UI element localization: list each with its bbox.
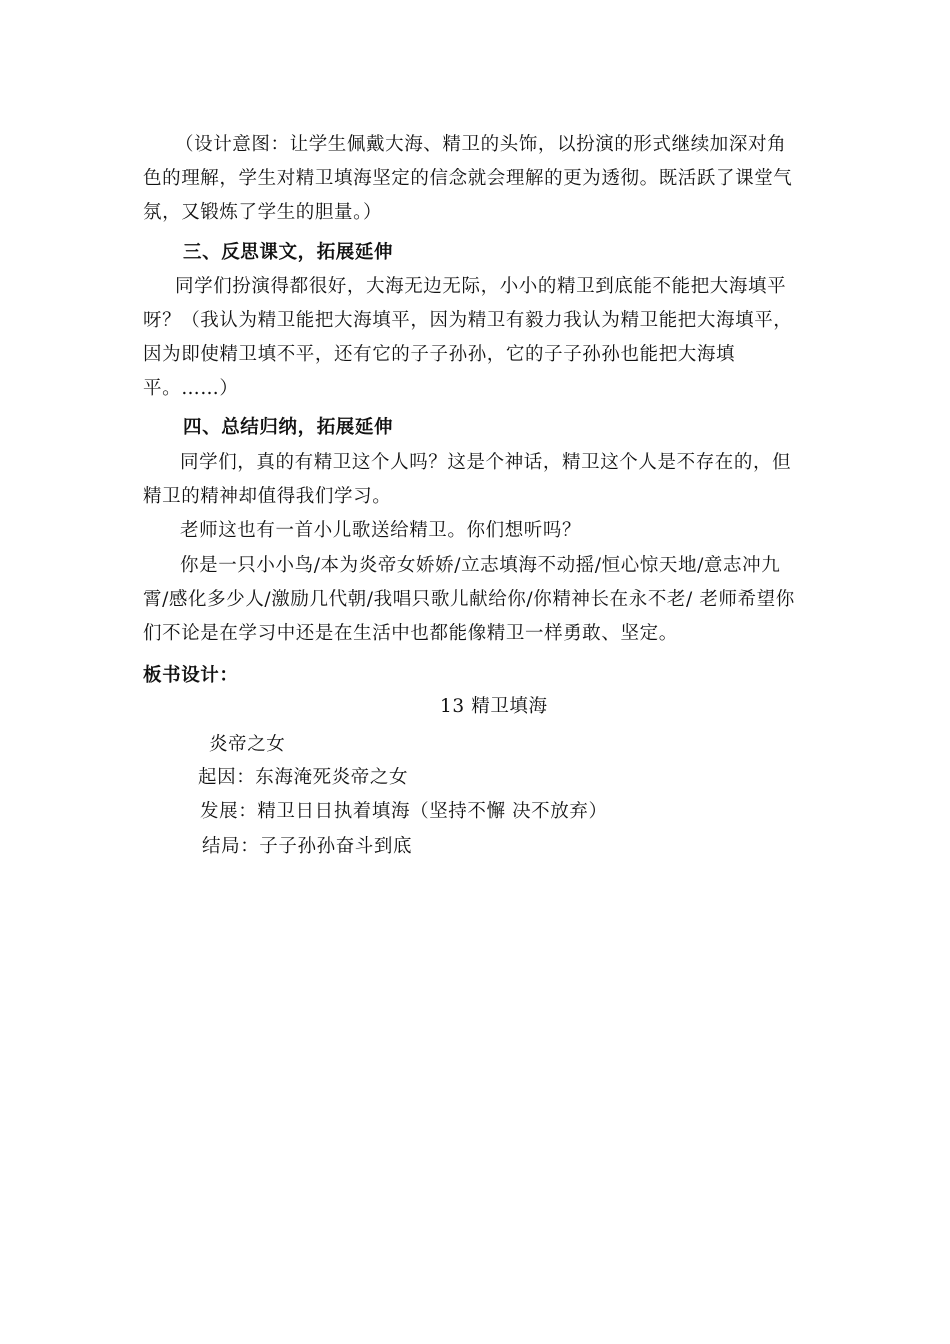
section-4-paragraph-2: 老师这也有一首小儿歌送给精卫。你们想听吗？ <box>180 520 582 541</box>
board-title: 13 精卫填海 <box>440 696 548 717</box>
design-intent-paragraph: （设计意图：让学生佩戴大海、精卫的头饰，以扮演的形式继续加深对角色的理解，学生对精卫填海坚定的信念就会理解的更为透彻。既活跃了课堂气氛，又锻炼了学生的胆量。） <box>143 134 793 223</box>
section-4-paragraph-3: 你是一只小小鸟/本为炎帝女娇娇/立志填海不动摇/恒心惊天地/意志冲九霄/感化多少人/激励几代朝/我唱只歌儿献给你/你精神长在永不老/ 老师希望你们不论是在学习中还是在生活中也都能像精卫一样勇敢、坚定。 <box>143 555 795 644</box>
section-3-heading: 三、反思课文，拓展延伸 <box>183 242 394 263</box>
section-4-heading: 四、总结归纳，拓展延伸 <box>183 417 394 438</box>
board-design-heading: 板书设计： <box>143 665 239 686</box>
section-3-paragraph: 同学们扮演得都很好，大海无边无际，小小的精卫到底能不能把大海填平呀？（我认为精卫能把大海填平，因为精卫有毅力我认为精卫能把大海填平，因为即使精卫填不平，还有它的子子孙孙，它的子子孙孙也能把大海填平。……） <box>143 276 793 399</box>
board-line-1: 炎帝之女 <box>209 734 286 755</box>
board-line-2: 起因：东海淹死炎帝之女 <box>198 767 409 788</box>
board-line-4: 结局：子子孙孙奋斗到底 <box>202 836 413 857</box>
board-line-3: 发展：精卫日日执着填海（坚持不懈 决不放弃） <box>200 801 608 822</box>
section-4-paragraph-1: 同学们，真的有精卫这个人吗？这是个神话，精卫这个人是不存在的，但精卫的精神却值得我们学习。 <box>143 452 792 507</box>
